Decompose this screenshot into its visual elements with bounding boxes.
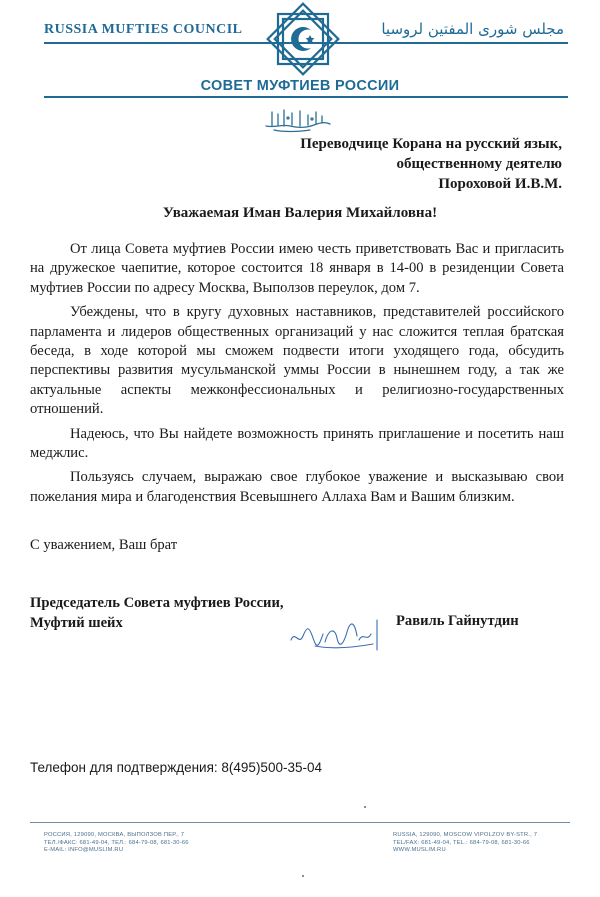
footer-line: WWW.MUSLIM.RU bbox=[393, 847, 446, 854]
org-name-arabic: مجلس شورى المفتين لروسيا bbox=[381, 20, 564, 38]
footer-rule bbox=[30, 822, 570, 823]
addressee-line: общественному деятелю bbox=[396, 156, 562, 172]
org-name-russian: СОВЕТ МУФТИЕВ РОССИИ bbox=[200, 78, 400, 94]
letterhead-rule-bottom bbox=[44, 96, 568, 98]
signatory-name: Равиль Гайнутдин bbox=[396, 613, 519, 629]
signatory-title-line: Муфтий шейх bbox=[30, 615, 123, 631]
footer-address-english bbox=[393, 832, 537, 855]
footer-address-russian bbox=[44, 832, 189, 855]
body-paragraph: Убеждены, что в кругу духовных наставников, представителей российского парламента и лидеров общественных организаций у нас сложится теплая братская беседа, в ходе которой мы сможем подвести итоги уходящего года, обсудить перспективы развития мусульманской уммы России в нынешнем году, а так же актуальные аспекты межконфессиональных и религиозно-государственных отношений. bbox=[30, 304, 564, 418]
greeting: Уважаемая Иман Валерия Михайловна! bbox=[162, 205, 438, 221]
crescent-octagram-icon bbox=[266, 2, 340, 76]
body-paragraph: От лица Совета муфтиев России имею честь приветствовать Вас и пригласить на дружеское чаепитие, которое состоится 18 января в 14-00 в резиденции Совета муфтиев России по адресу Москва, Выползов переулок, дом 7. bbox=[30, 241, 564, 296]
addressee-line: Пороховой И.В.М. bbox=[438, 176, 562, 192]
org-name-english: RUSSIA MUFTIES COUNCIL bbox=[44, 22, 243, 37]
footer-line: РОССИЯ, 129090, МОСКВА, ВЫПОЛЗОВ ПЕР., 7 bbox=[44, 832, 185, 838]
letter-body bbox=[30, 240, 564, 512]
handwritten-signature-icon bbox=[285, 616, 395, 654]
footer-line: TEL/FAX: 681-49-04, TEL.: 684-79-08, 681-30-66 bbox=[393, 839, 530, 846]
addressee-line: Переводчице Корана на русский язык, bbox=[300, 136, 562, 152]
basmala-calligraphy-icon bbox=[262, 104, 334, 134]
signatory-title-line: Председатель Совета муфтиев России, bbox=[30, 595, 284, 611]
letterhead-rule-top bbox=[44, 42, 568, 44]
closing: С уважением, Ваш брат bbox=[30, 537, 178, 553]
confirmation-phone: Телефон для подтверждения: 8(495)500-35-04 bbox=[30, 760, 322, 775]
signatory-title bbox=[30, 593, 284, 633]
body-paragraph: Надеюсь, что Вы найдете возможность принять приглашение и посетить наш меджлис. bbox=[30, 425, 564, 462]
footer-line: ТЕЛ./ФАКС: 681-49-04, ТЕЛ.: 684-79-08, 681-30-66 bbox=[44, 839, 189, 846]
addressee-block bbox=[202, 134, 562, 194]
body-paragraph: Пользуясь случаем, выражаю свое глубокое уважение и высказываю свои пожелания мира и благоденствия Всевышнего Аллаха Вам и Вашим близким. bbox=[30, 469, 564, 505]
scan-dot bbox=[364, 806, 366, 808]
scan-dot bbox=[302, 875, 304, 877]
footer-line: E-MAIL: INFO@MUSLIM.RU bbox=[44, 847, 124, 854]
footer-line: RUSSIA, 129090, MOSCOW VIPOLZOV BY-STR., 7 bbox=[393, 832, 538, 838]
